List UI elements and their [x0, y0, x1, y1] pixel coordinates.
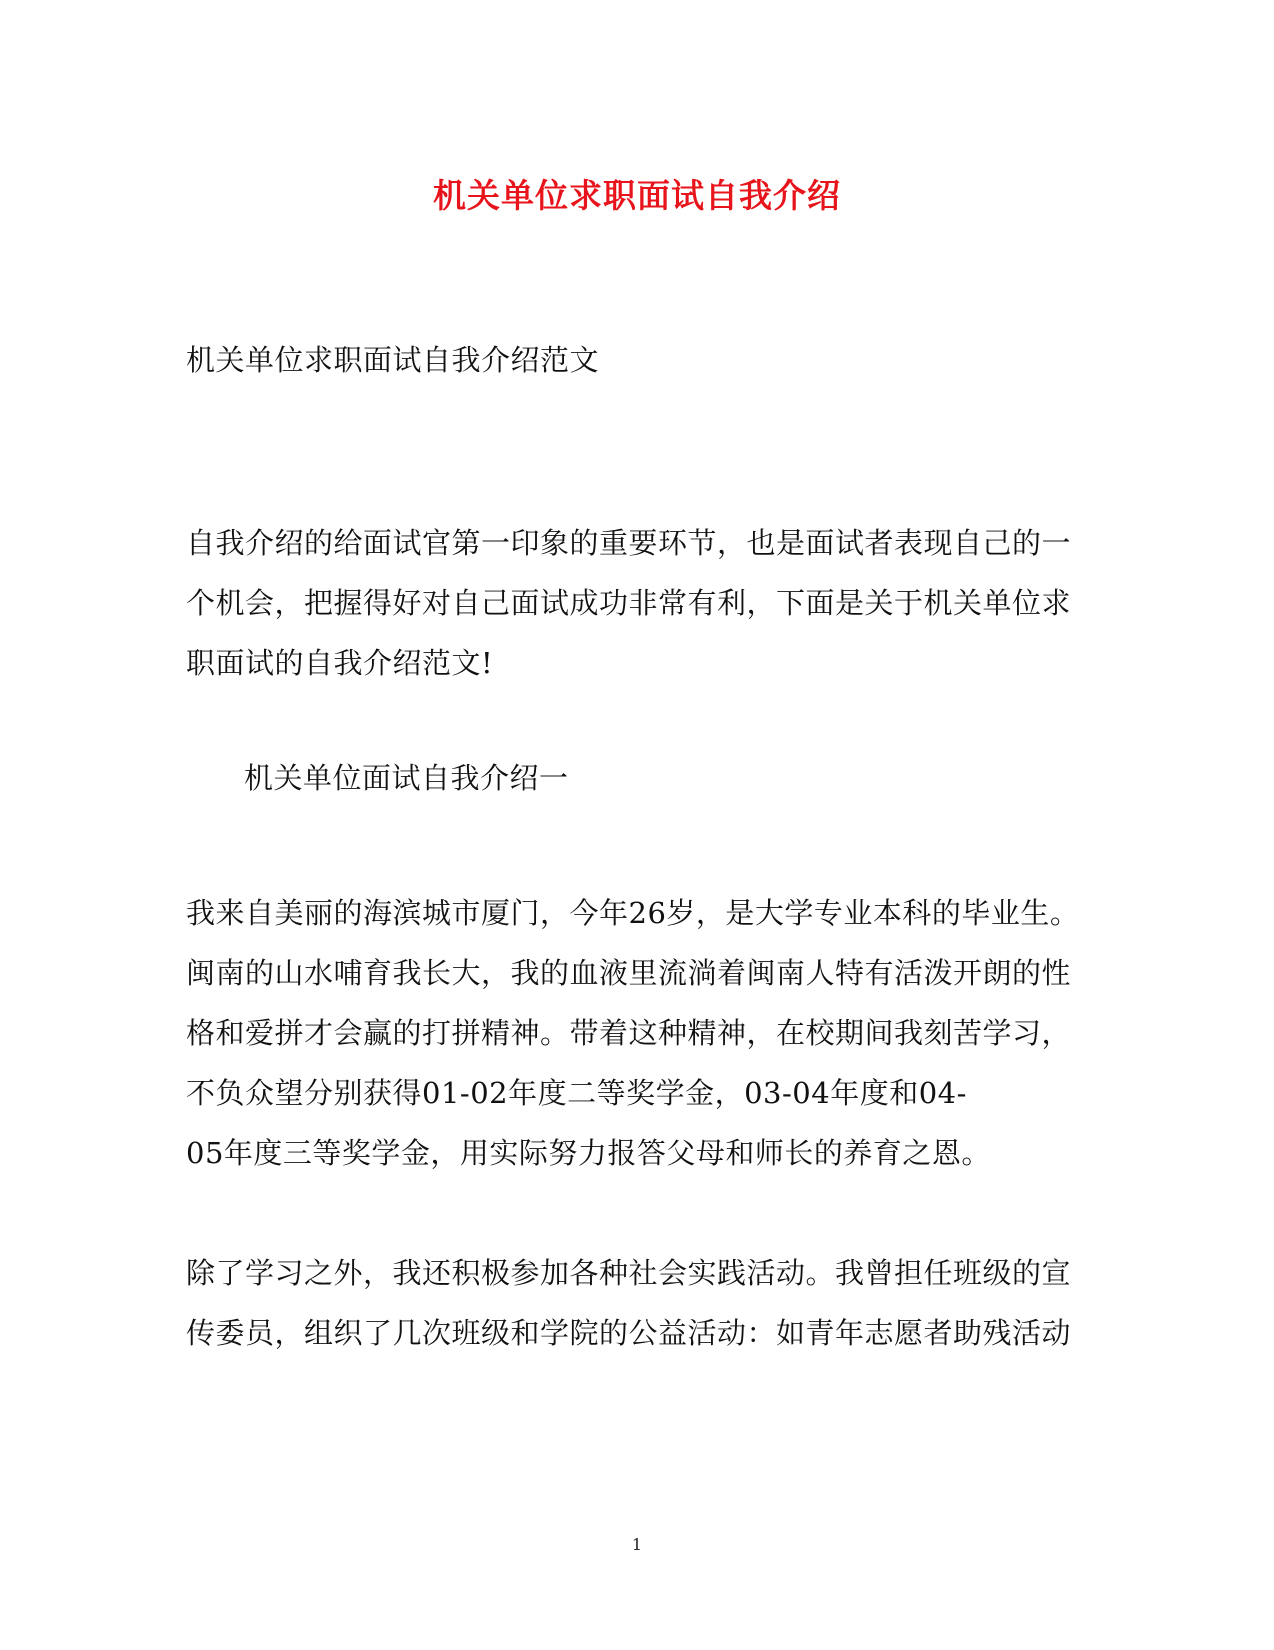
- intro-line-1: 自我介绍的给面试官第一印象的重要环节，也是面试者表现自己的一: [186, 526, 1072, 560]
- document-subtitle: 机关单位求职面试自我介绍范文: [186, 343, 600, 377]
- paragraph1-line-1: 我来自美丽的海滨城市厦门，今年26岁，是大学专业本科的毕业生。: [186, 896, 1080, 930]
- paragraph1-line-3: 格和爱拼才会赢的打拼精神。带着这种精神，在校期间我刻苦学习，: [186, 1016, 1072, 1050]
- intro-line-2: 个机会，把握得好对自己面试成功非常有利，下面是关于机关单位求: [186, 586, 1072, 620]
- document-title: 机关单位求职面试自我介绍: [433, 176, 841, 215]
- paragraph1-line-2: 闽南的山水哺育我长大，我的血液里流淌着闽南人特有活泼开朗的性: [186, 956, 1072, 990]
- section-heading: 机关单位面试自我介绍一: [244, 761, 569, 795]
- paragraph1-line-5: 05年度三等奖学金，用实际努力报答父母和师长的养育之恩。: [186, 1136, 991, 1170]
- paragraph2-line-2: 传委员，组织了几次班级和学院的公益活动：如青年志愿者助残活动: [186, 1316, 1072, 1350]
- paragraph2-line-1: 除了学习之外，我还积极参加各种社会实践活动。我曾担任班级的宣: [186, 1256, 1072, 1290]
- page-number: 1: [631, 1535, 643, 1554]
- paragraph1-line-4: 不负众望分别获得01-02年度二等奖学金，03-04年度和04-: [186, 1076, 967, 1110]
- intro-line-3: 职面试的自我介绍范文!: [186, 646, 494, 680]
